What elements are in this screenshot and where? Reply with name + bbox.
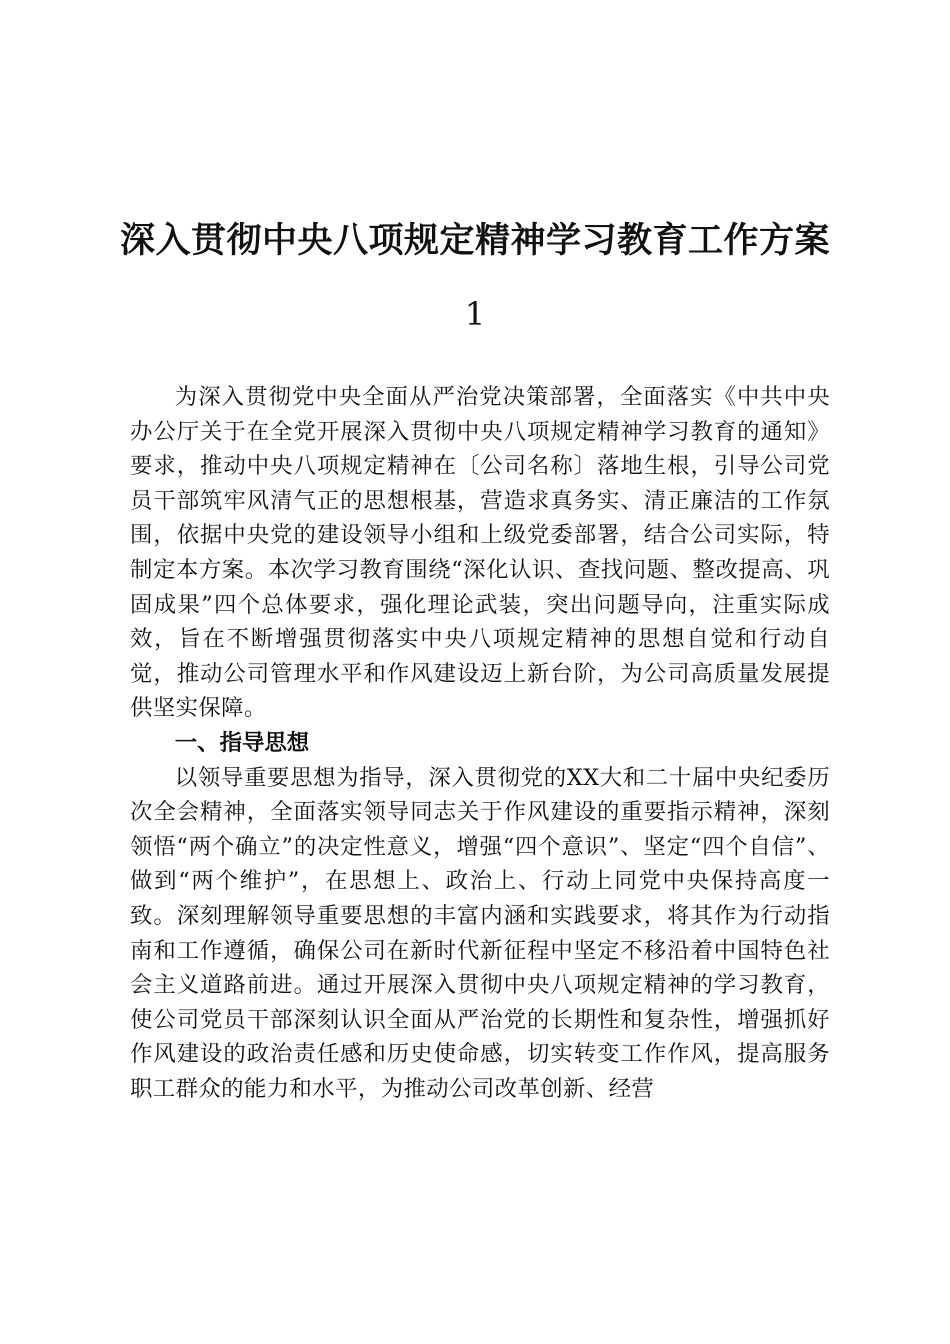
- document-number: 1: [464, 295, 486, 333]
- section-paragraph-guiding-ideology: 以领导重要思想为指导，深入贯彻党的XX大和二十届中央纪委历次全会精神，全面落实领导同志关于作风建设的重要指示精神，深刻领悟“两个确立”的决定性意义，增强“四个意识”、坚定“四个自信”、做到“两个维护”，在思想上、政治上、行动上同党中央保持高度一致。深刻理解领导重要思想的丰富内涵和实践要求，将其作为行动指南和工作遵循，确保公司在新时代新征程中坚定不移沿着中国特色社会主义道路前进。通过开展深入贯彻中央八项规定精神的学习教育，使公司党员干部深刻认识全面从严治党的长期性和复杂性，增强抓好作风建设的政治责任感和历史使命感，切实转变工作作风，提高服务职工群众的能力和水平，为推动公司改革创新、经营: [130, 764, 830, 1102]
- document-body: [130, 380, 830, 1106]
- intro-paragraph: 为深入贯彻党中央全面从严治党决策部署，全面落实《中共中央办公厅关于在全党开展深入贯彻中央八项规定精神学习教育的通知》要求，推动中央八项规定精神在〔公司名称〕落地生根，引导公司党员干部筑牢风清气正的思想根基，营造求真务实、清正廉洁的工作氛围，依据中央党的建设领导小组和上级党委部署，结合公司实际，特制定本方案。本次学习教育围绕“深化认识、查找问题、整改提高、巩固成果”四个总体要求，强化理论武装，突出问题导向，注重实际成效，旨在不断增强贯彻落实中央八项规定精神的思想自觉和行动自觉，推动公司管理水平和作风建设迈上新台阶，为公司高质量发展提供坚实保障。: [130, 384, 830, 722]
- document-title: 深入贯彻中央八项规定精神学习教育工作方案: [119, 220, 830, 261]
- section-heading-guiding-ideology: 一、指导思想: [174, 729, 310, 756]
